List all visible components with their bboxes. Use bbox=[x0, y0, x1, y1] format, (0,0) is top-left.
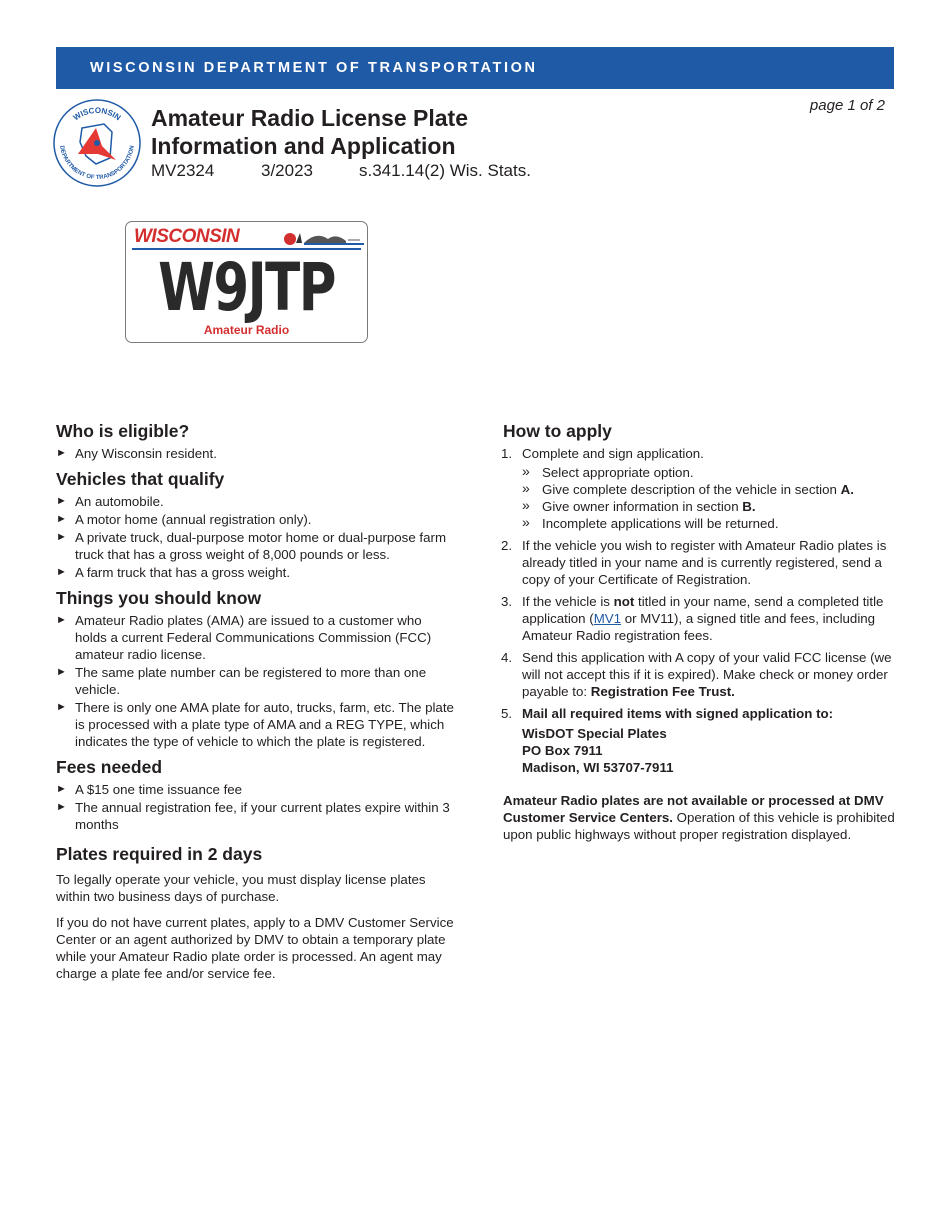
plates-required-para-1: To legally operate your vehicle, you must display license plates within two business days of purchase. bbox=[56, 872, 426, 904]
list-item: ► Any Wisconsin resident. bbox=[56, 446, 217, 461]
statute: s.341.14(2) Wis. Stats. bbox=[359, 161, 531, 180]
apply-step-3: 3. If the vehicle is not titled in your name, send a completed title application (MV1 or MV11), a signed title and fees, including Amateur Radio registration fees. bbox=[501, 594, 884, 643]
list-item: ► Amateur Radio plates (AMA) are issued to a customer who holds a current Federal Communications Commission (FCC) amateur radio license. bbox=[56, 613, 432, 662]
svg-text:WISCONSIN: WISCONSIN bbox=[71, 105, 123, 123]
plates-required-heading: Plates required in 2 days bbox=[56, 844, 263, 864]
know-list bbox=[56, 612, 456, 750]
apply-steps bbox=[503, 445, 903, 722]
list-item: ► A private truck, dual-purpose motor home or dual-purpose farm truck that has a gross weight of 8,000 pounds or less. bbox=[56, 530, 447, 562]
vehicles-list bbox=[56, 493, 456, 581]
plate-scenery-graphic bbox=[284, 227, 364, 247]
form-meta bbox=[151, 160, 531, 182]
list-item: » Select appropriate option. bbox=[522, 463, 694, 480]
availability-note: Amateur Radio plates are not available or processed at DMV Customer Service Centers. Operation of this vehicle is prohibited upon public highways without proper registration displayed. bbox=[503, 793, 895, 842]
list-item: ► There is only one AMA plate for auto, trucks, farm, etc. The plate is processed with a plate type of AMA and a REG TYPE, which indicates the type of vehicle to which the plate is registered. bbox=[56, 700, 454, 749]
mv1-form-link[interactable]: MV1 bbox=[593, 611, 622, 626]
apply-step-2: 2. If the vehicle you wish to register with Amateur Radio plates is already titled in your name and is currently registered, send a copy of your Certificate of Registration. bbox=[501, 538, 887, 587]
plate-state-name: WISCONSIN bbox=[134, 226, 240, 247]
form-date: 3/2023 bbox=[261, 161, 313, 180]
fees-heading: Fees needed bbox=[56, 757, 163, 777]
wisdot-seal-logo bbox=[52, 98, 142, 188]
svg-text:DEPARTMENT OF TRANSPORTATION: DEPARTMENT OF TRANSPORTATION bbox=[58, 145, 136, 182]
eligible-list bbox=[56, 445, 456, 462]
form-number: MV2324 bbox=[151, 161, 215, 180]
apply-step-4: 4. Send this application with A copy of your valid FCC license (we will not accept this if it is expired). Make check or money order payable to: Registration Fee Trust. bbox=[501, 650, 892, 699]
license-plate-sample bbox=[125, 221, 368, 343]
vehicles-heading: Vehicles that qualify bbox=[56, 469, 225, 489]
plate-subtitle: Amateur Radio bbox=[203, 323, 290, 337]
list-item: ► A motor home (annual registration only). bbox=[56, 512, 312, 527]
list-item: ► An automobile. bbox=[56, 494, 164, 509]
eligible-heading: Who is eligible? bbox=[56, 421, 190, 441]
list-item: » Give complete description of the vehicle in section A. bbox=[522, 480, 854, 497]
plate-number: W9JTP bbox=[158, 249, 335, 326]
list-item: ► A $15 one time issuance fee bbox=[56, 782, 243, 797]
agency-banner bbox=[56, 47, 894, 89]
page-number: page 1 of 2 bbox=[809, 97, 885, 114]
list-item: » Give owner information in section B. bbox=[522, 497, 756, 514]
plates-required-para-2: If you do not have current plates, apply to a DMV Customer Service Center or an agent authorized by DMV to obtain a temporary plate while your Amateur Radio plate order is processed. An agent may charge a plate fee and/or service fee. bbox=[56, 915, 454, 981]
apply-step-1: 1. Complete and sign application. » Select appropriate option. » Give complete description of the vehicle in section A. » Give owner information in section B. » Incomplete applications will be returned. bbox=[503, 445, 903, 532]
mailing-address: WisDOT Special Plates PO Box 7911 Madison, WI 53707-7911 bbox=[522, 726, 674, 775]
apply-step-5: 5. Mail all required items with signed application to: bbox=[501, 706, 834, 721]
form-title: Amateur Radio License Plate Information and Application bbox=[151, 105, 468, 159]
right-column bbox=[503, 420, 903, 852]
list-item: ► A farm truck that has a gross weight. bbox=[56, 565, 291, 580]
list-item: ► The same plate number can be registered to more than one vehicle. bbox=[56, 665, 427, 697]
list-item: » Incomplete applications will be returned. bbox=[522, 514, 779, 531]
list-item: ► The annual registration fee, if your current plates expire within 3 months bbox=[56, 800, 450, 832]
apply-step-1-sublist bbox=[522, 464, 903, 532]
know-heading: Things you should know bbox=[56, 588, 262, 608]
apply-heading: How to apply bbox=[503, 421, 612, 441]
left-column bbox=[56, 420, 456, 991]
agency-name: WISCONSIN DEPARTMENT OF TRANSPORTATION bbox=[90, 60, 538, 76]
fees-list bbox=[56, 781, 456, 833]
